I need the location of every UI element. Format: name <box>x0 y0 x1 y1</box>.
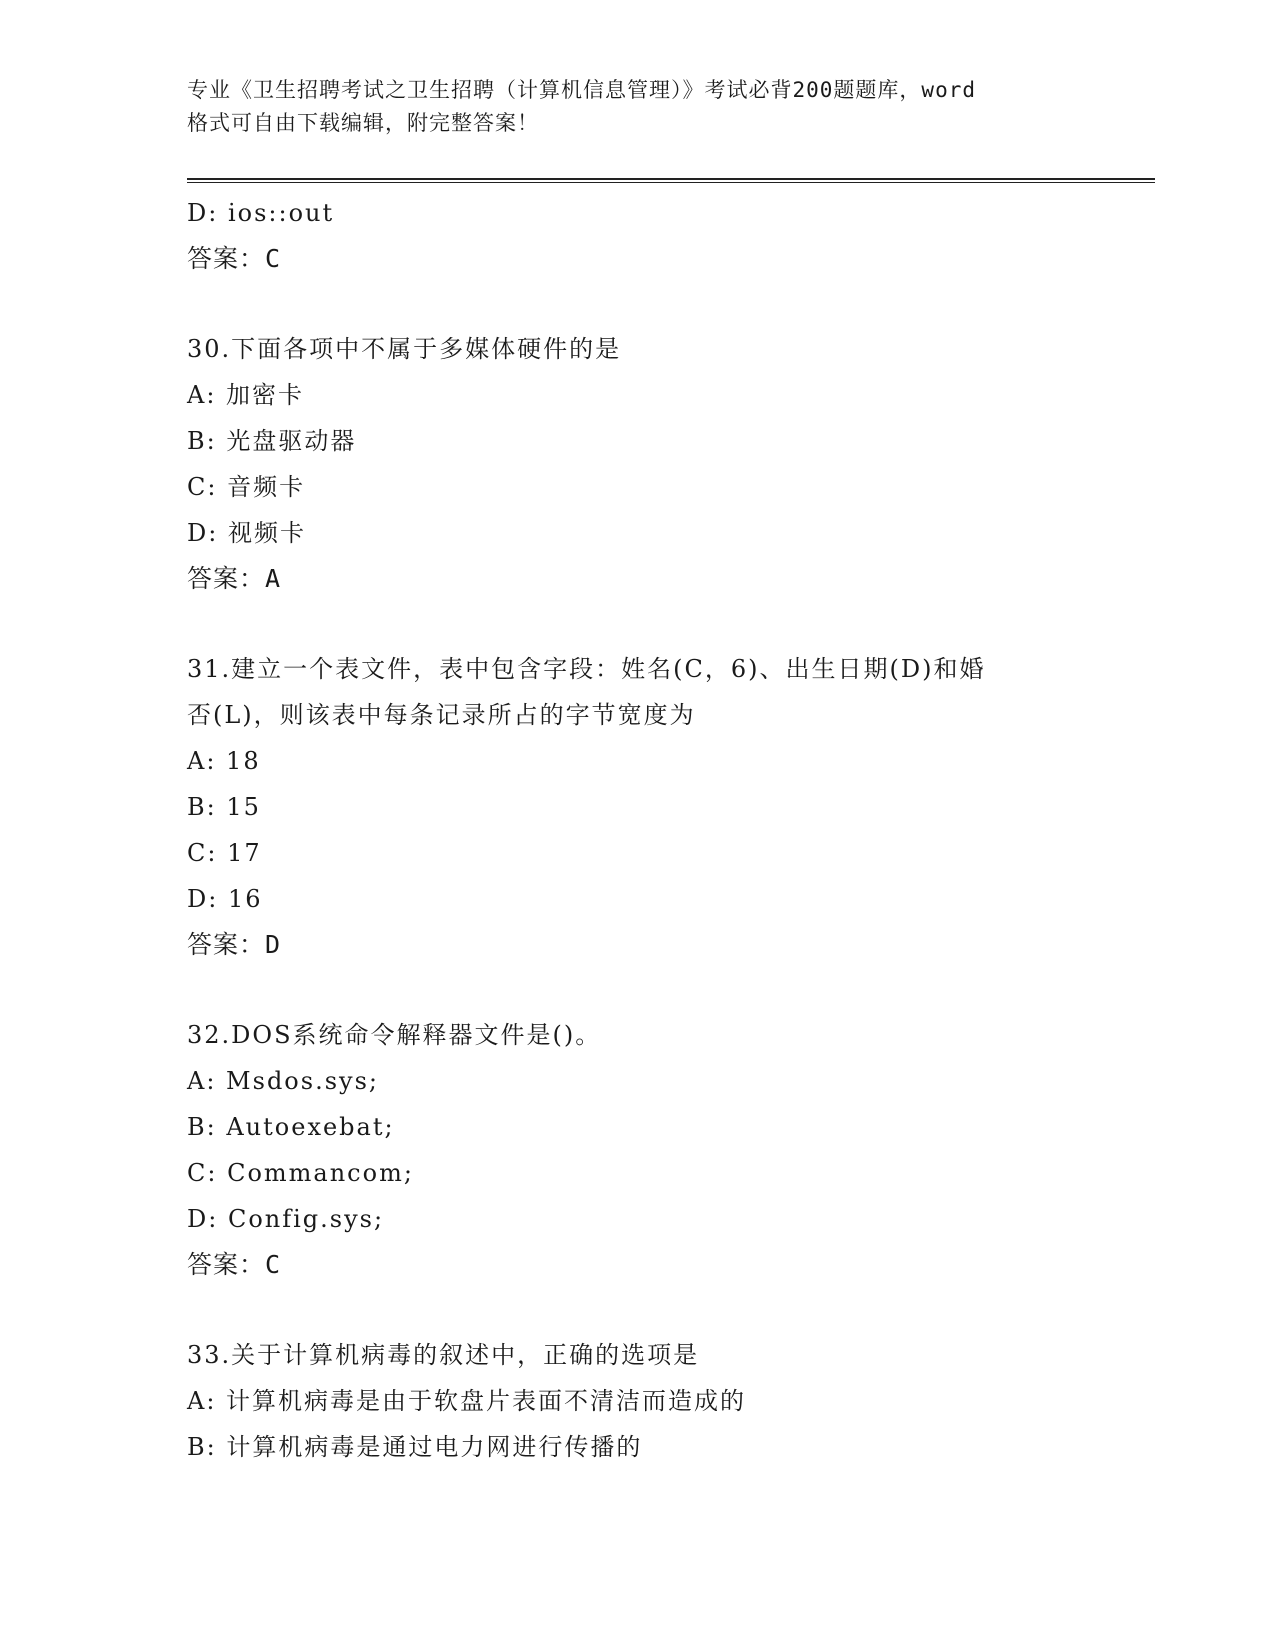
option-d: D: 16 <box>187 885 263 913</box>
question-list <box>187 190 1155 1470</box>
header-divider <box>187 178 1155 183</box>
question-30 <box>187 326 1155 602</box>
option-d: D: Config.sys; <box>187 1205 385 1233</box>
option-a: A: 加密卡 <box>187 381 305 409</box>
option-c: C: 音频卡 <box>187 473 306 501</box>
option-b: B: Autoexebat; <box>187 1113 395 1141</box>
option-d: D: 视频卡 <box>187 519 306 547</box>
question-title: 30.下面各项中不属于多媒体硬件的是 <box>187 335 622 363</box>
option-a: A: 计算机病毒是由于软盘片表面不清洁而造成的 <box>187 1387 747 1415</box>
header-line-1: 专业《卫生招聘考试之卫生招聘（计算机信息管理）》考试必背200题题库，word <box>187 78 976 102</box>
option-a: A: Msdos.sys; <box>187 1067 379 1095</box>
question-title: 32.DOS系统命令解释器文件是()。 <box>187 1021 602 1049</box>
question-title: 33.关于计算机病毒的叙述中，正确的选项是 <box>187 1341 700 1369</box>
option-b: B: 15 <box>187 793 261 821</box>
option-c: C: 17 <box>187 839 262 867</box>
question-33 <box>187 1332 1155 1470</box>
document-header <box>187 74 1087 140</box>
spacer <box>187 602 1155 646</box>
answer-line: 答案：C <box>187 1250 282 1279</box>
answer-line: 答案：A <box>187 564 282 593</box>
spacer <box>187 968 1155 1012</box>
option-b: B: 计算机病毒是通过电力网进行传播的 <box>187 1433 643 1461</box>
prev-question-tail <box>187 190 1155 282</box>
answer-line: 答案：D <box>187 930 282 959</box>
option-d: D: ios::out <box>187 199 335 227</box>
option-b: B: 光盘驱动器 <box>187 427 357 455</box>
option-a: A: 18 <box>187 747 261 775</box>
question-32 <box>187 1012 1155 1288</box>
spacer <box>187 282 1155 326</box>
header-line-2: 格式可自由下载编辑，附完整答案！ <box>187 111 539 135</box>
spacer <box>187 1288 1155 1332</box>
question-31 <box>187 646 1155 968</box>
question-title-line-2: 否(L)，则该表中每条记录所占的字节宽度为 <box>187 701 696 729</box>
question-title-line-1: 31.建立一个表文件，表中包含字段：姓名(C，6)、出生日期(D)和婚 <box>187 655 986 683</box>
option-c: C: Commancom; <box>187 1159 414 1187</box>
answer-line: 答案：C <box>187 244 282 273</box>
